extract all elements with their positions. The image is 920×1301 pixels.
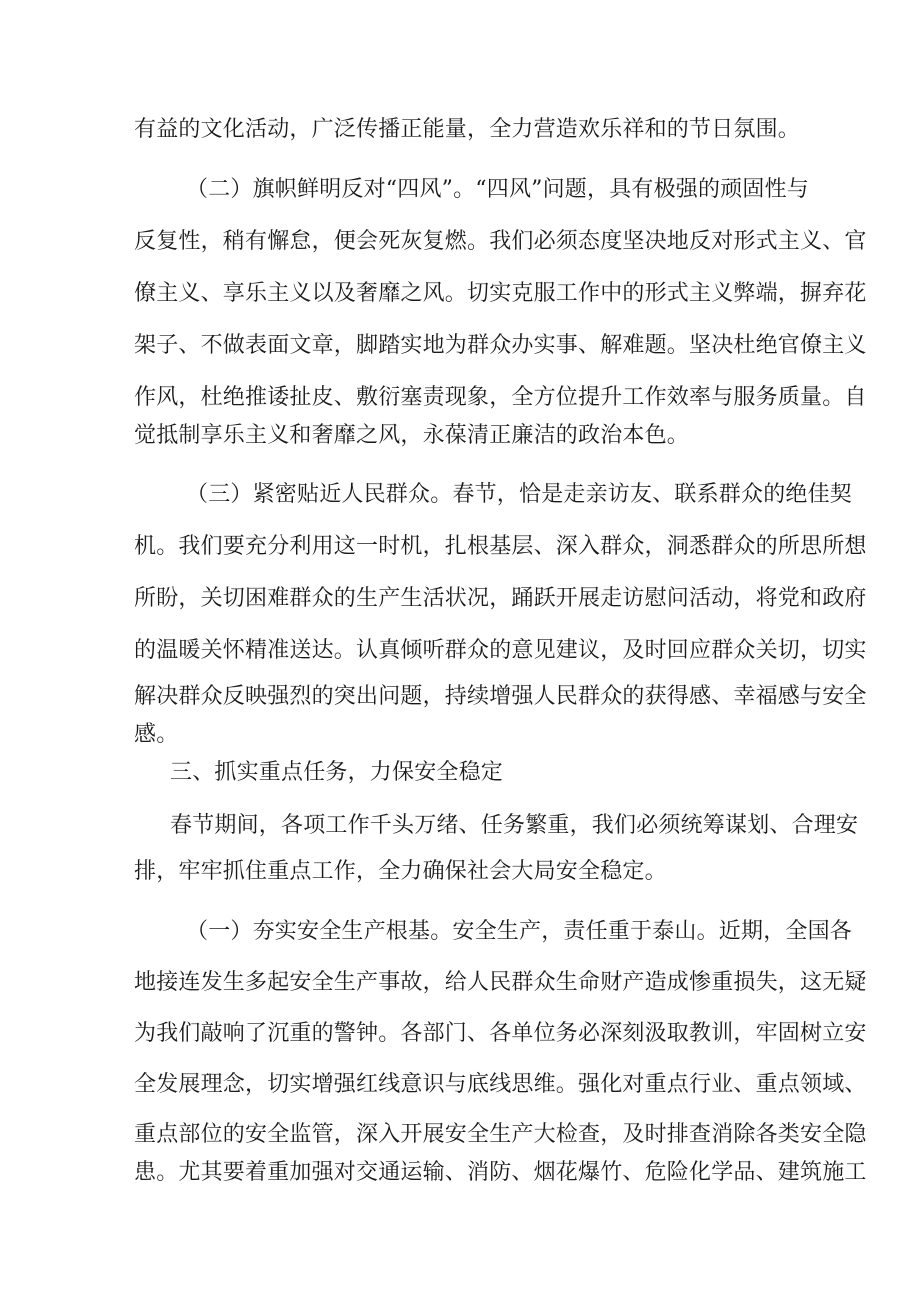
text-line: （一）夯实安全生产根基。安全生产，责任重于泰山。近期，全国各: [186, 919, 853, 944]
text-line: 地接连发生多起安全生产事故，给人民群众生命财产造成惨重损失，这无疑: [134, 970, 867, 995]
text-line: 觉抵制享乐主义和奢靡之风，永葆清正廉洁的政治本色。: [134, 423, 690, 448]
text-line: 患。尤其要着重加强对交通运输、消防、烟花爆竹、危险化学品、建筑施工: [134, 1160, 867, 1185]
text-line: 感。: [134, 722, 179, 747]
text-line: 全发展理念，切实增强红线意识与底线思维。强化对重点行业、重点领域、: [134, 1072, 867, 1097]
text-line: 重点部位的安全监管，深入开展安全生产大检查，及时排查消除各类安全隐: [134, 1122, 867, 1147]
text-line: 僚主义、享乐主义以及奢靡之风。切实克服工作中的形式主义弊端，摒弃花: [134, 281, 867, 306]
text-line: 有益的文化活动，广泛传播正能量，全力营造欢乐祥和的节日氛围。: [134, 117, 801, 142]
text-line: 排，牢牢抓住重点工作，全力确保社会大局安全稳定。: [134, 859, 667, 884]
text-line: （二）旗帜鲜明反对“四风”。“四风”问题，具有极强的顽固性与: [186, 177, 809, 202]
text-line: （三）紧密贴近人民群众。春节，恰是走亲访友、联系群众的绝佳契: [186, 482, 853, 507]
text-line: 反复性，稍有懈怠，便会死灰复燃。我们必须态度坚决地反对形式主义、官: [134, 229, 867, 254]
text-line: 作风，杜绝推诿扯皮、敷衍塞责现象，全方位提升工作效率与服务质量。自: [134, 385, 867, 410]
text-line: 解决群众反映强烈的突出问题，持续增强人民群众的获得感、幸福感与安全: [134, 684, 867, 709]
text-line: 机。我们要充分利用这一时机，扎根基层、深入群众，洞悉群众的所思所想: [134, 534, 867, 559]
text-line: 所盼，关切困难群众的生产生活状况，踊跃开展走访慰问活动，将党和政府: [134, 586, 867, 611]
section-heading: 三、抓实重点任务，力保安全稳定: [170, 760, 504, 785]
text-line: 的温暖关怀精准送达。认真倾听群众的意见建议，及时回应群众关切，切实: [134, 638, 867, 663]
text-line: 春节期间，各项工作千头万绪、任务繁重，我们必须统筹谋划、合理安: [170, 813, 859, 838]
text-line: 为我们敲响了沉重的警钟。各部门、各单位务必深刻汲取教训，牢固树立安: [134, 1021, 867, 1046]
text-line: 架子、不做表面文章，脚踏实地为群众办实事、解难题。坚决杜绝官僚主义: [134, 333, 867, 358]
